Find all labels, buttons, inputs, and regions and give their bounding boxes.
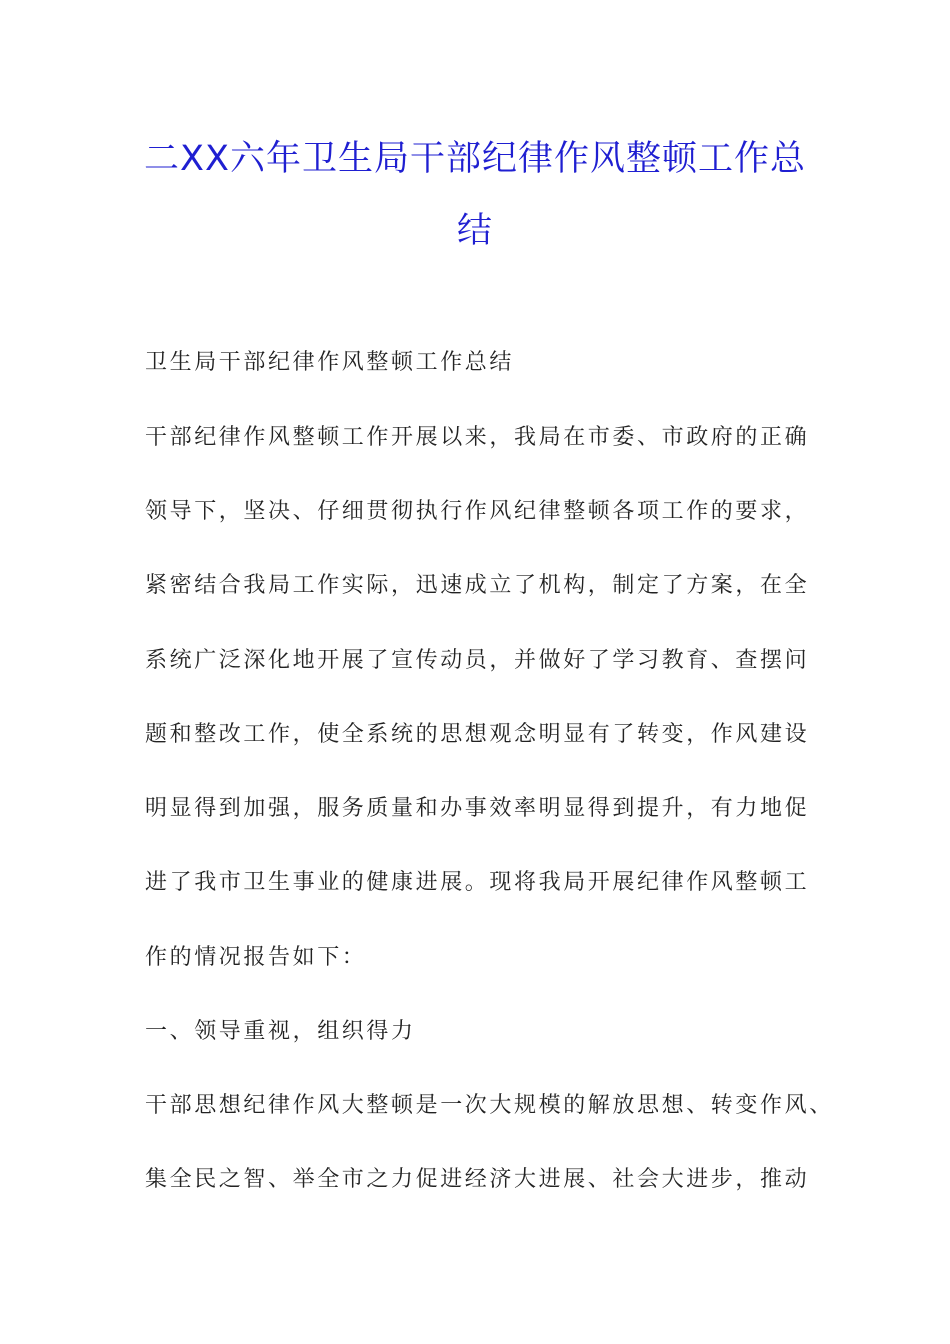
document-title-line-2: 结 <box>456 211 493 251</box>
paragraph-line: 题和整改工作，使全系统的思想观念明显有了转变，作风建设 <box>145 722 810 747</box>
paragraph-line: 进了我市卫生事业的健康进展。现将我局开展纪律作风整顿工 <box>145 870 810 895</box>
subtitle-line: 卫生局干部纪律作风整顿工作总结 <box>145 350 515 375</box>
paragraph-line: 作的情况报告如下： <box>145 945 367 970</box>
paragraph-line: 集全民之智、举全市之力促进经济大进展、社会大进步，推动 <box>145 1167 810 1192</box>
document-title-line-1: 二XX六年卫生局干部纪律作风整顿工作总 <box>144 139 806 179</box>
paragraph-line: 干部纪律作风整顿工作开展以来，我局在市委、市政府的正确 <box>145 425 810 450</box>
paragraph-line: 明显得到加强，服务质量和办事效率明显得到提升，有力地促 <box>145 796 810 821</box>
paragraph-line: 紧密结合我局工作实际，迅速成立了机构，制定了方案，在全 <box>145 573 810 598</box>
paragraph-line: 系统广泛深化地开展了宣传动员，并做好了学习教育、查摆问 <box>145 648 810 673</box>
paragraph-line: 领导下，坚决、仔细贯彻执行作风纪律整顿各项工作的要求， <box>145 499 810 524</box>
paragraph-line: 干部思想纪律作风大整顿是一次大规模的解放思想、转变作风、 <box>145 1093 834 1118</box>
section-heading: 一、领导重视，组织得力 <box>145 1019 416 1044</box>
